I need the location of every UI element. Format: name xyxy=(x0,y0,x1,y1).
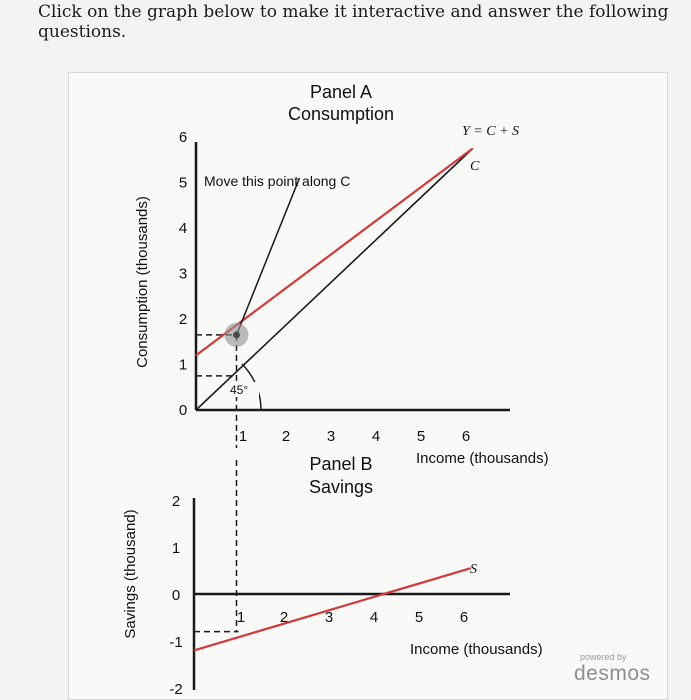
panel-b-x-tick-2: 2 xyxy=(279,609,289,626)
panel-b-y-tick-2: 2 xyxy=(171,493,181,510)
panel-b-x-tick-3: 3 xyxy=(324,609,334,626)
panel-a-x-tick-2: 2 xyxy=(281,428,291,445)
instruction-text: Click on the graph below to make it interactive and answer the following questions. xyxy=(38,2,669,42)
draggable-point[interactable] xyxy=(233,331,240,338)
series-savings-s xyxy=(194,568,471,650)
panel-a-title-line1: Panel A xyxy=(309,82,373,102)
panel-b-y-tick--1: -1 xyxy=(169,634,183,651)
panel-a-ylabel: Consumption (thousands) xyxy=(134,196,151,368)
powered-by-text: powered by xyxy=(580,652,627,662)
panel-a-y-tick-3: 3 xyxy=(178,265,188,283)
panel-b-y-tick-1: 1 xyxy=(171,540,181,557)
panel-a-y-tick-5: 5 xyxy=(178,174,188,192)
panel-b-x-tick-1: 1 xyxy=(236,609,246,626)
panel-a-y-tick-0: 0 xyxy=(178,402,188,419)
angle-45-label: 45° xyxy=(230,383,249,397)
panel-a-x-tick-4: 4 xyxy=(371,428,381,445)
panel-b-x-tick-6: 6 xyxy=(459,609,469,626)
panel-b-x-tick-5: 5 xyxy=(414,609,424,626)
panel-b-ylabel: Savings (thousand) xyxy=(122,509,139,639)
panel-b-x-tick-4: 4 xyxy=(369,609,379,626)
annotation-pointer-line xyxy=(237,178,300,335)
panel-a-y-tick-2: 2 xyxy=(178,311,188,328)
panel-a-x-tick-3: 3 xyxy=(326,428,336,445)
panel-a-x-tick-6: 6 xyxy=(461,428,471,445)
panel-a-y-tick-4: 4 xyxy=(178,220,188,237)
move-point-annotation: Move this point along C xyxy=(204,173,351,189)
label-s: S xyxy=(470,562,477,577)
panel-a-x-tick-1: 1 xyxy=(238,428,248,445)
label-c: C xyxy=(470,159,480,174)
panel-a-title-line2: Consumption xyxy=(287,104,395,124)
panel-a-y-tick-6: 6 xyxy=(178,129,188,146)
panel-a-xlabel: Income (thousands) xyxy=(416,450,549,467)
panel-b-xlabel: Income (thousands) xyxy=(410,641,543,658)
label-y-equals-c-plus-s: Y = C + S xyxy=(462,124,520,139)
panel-b-y-tick-0: 0 xyxy=(171,587,181,604)
panel-a-y-tick-1: 1 xyxy=(178,356,188,374)
panel-b-y-tick--2: -2 xyxy=(169,681,183,698)
panel-a-x-tick-5: 5 xyxy=(416,428,426,445)
panel-b-title-line1: Panel B xyxy=(309,454,373,474)
desmos-logo[interactable]: desmos xyxy=(574,662,651,685)
panel-b-title-line2: Savings xyxy=(308,477,374,497)
